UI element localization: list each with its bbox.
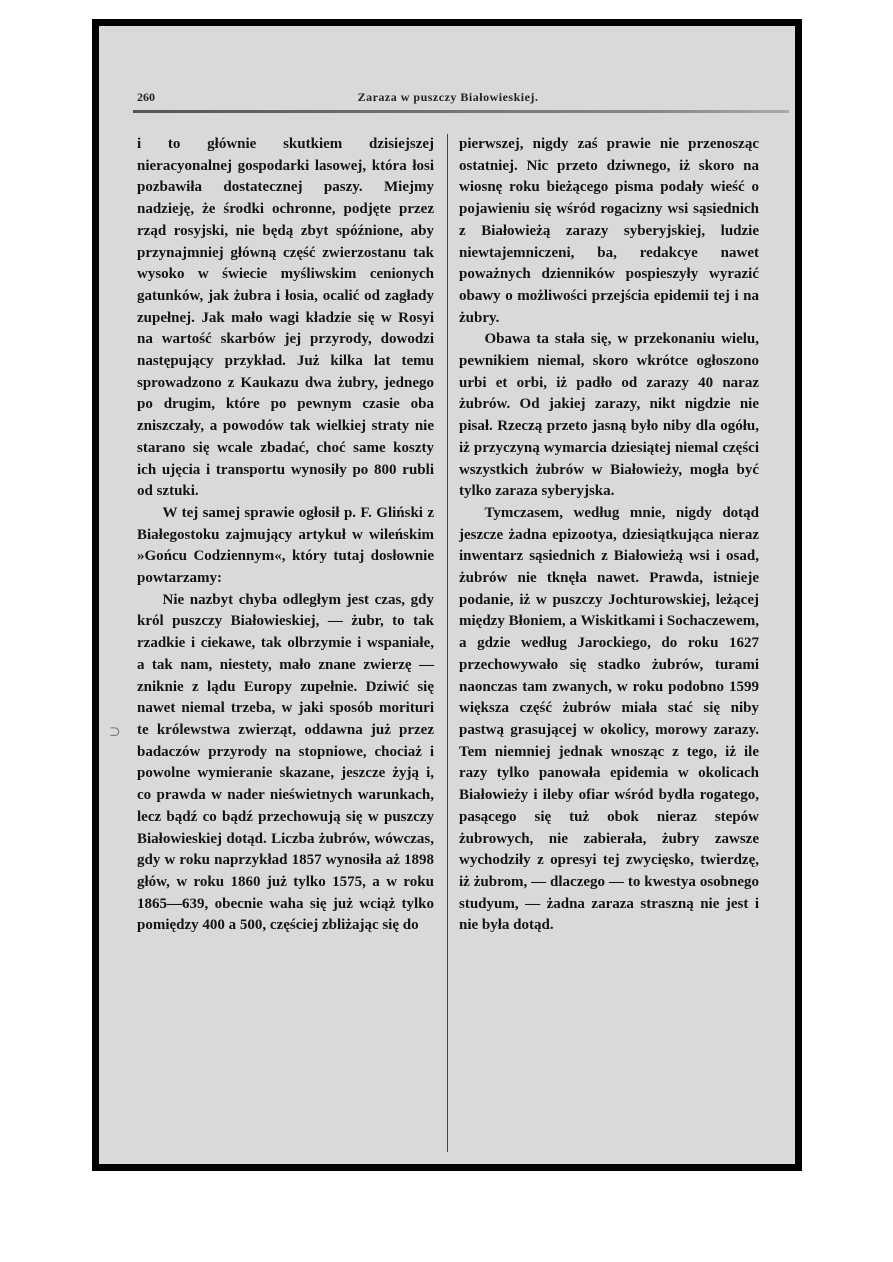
scan-frame	[92, 19, 802, 1171]
paragraph: W tej samej sprawie ogłosił p. F. Gliński z Białegostoku zajmujący artykuł w wileńskim »Gońcu Codziennym«, który tutaj dosłownie powtarzamy:	[137, 504, 434, 587]
page-header	[137, 86, 759, 108]
paragraph: pierwszej, nigdy zaś prawie nie przenosząc ostatniej. Nic przeto dziwnego, iż skoro na wiosnę roku bieżącego pisma podały wieść o pojawieniu się wśród rogacizny wsi sąsiednich z Białowieżą zarazy syberyjskiej, ludzie niewtajemniczeni, ba, redakcye nawet poważnych dzienników pospieszyły wyrazić obawy o możliwości przejścia epidemii tej i na żubry.	[459, 136, 759, 326]
page-number: 260	[137, 90, 155, 104]
margin-mark: ⊃	[109, 725, 121, 740]
paragraph: i to głównie skutkiem dzisiejszej nieracyonalnej gospodarki lasowej, która łosi pozbawiła dostatecznej paszy. Miejmy nadzieję, że środki ochronne, podjęte przez rząd rosyjski, nie będą zbyt spóźnione, aby przynajmniej główną część zwierzostanu tak wysoko w świecie myśliwskim cenionych gatunków, jak żubra i łosia, ocalić od zagłady zupełnej. Jak mało wagi kładzie się w Rosyi na wartość skarbów jej przyrody, dowodzi następujący przykład. Już kilka lat temu sprowadzono z Kaukazu dwa żubry, jednego po drugim, które po pewnym czasie oba zniszczały, a powodów tak wielkiej straty nie starano się wcale zbadać, choć same koszty ich ujęcia i transportu wynosiły po 800 rubli od sztuki.	[137, 136, 434, 500]
paragraph: Nie nazbyt chyba odległym jest czas, gdy król puszczy Białowieskiej, — żubr, to tak rzadkie i ciekawe, tak olbrzymie i wspaniałe, a tak nam, niestety, mało znane zwierzę — zniknie z lądu Europy zupełnie. Dziwić się nawet niemal trzeba, w jaki sposób morituri te królewstwa zwierząt, oddawna już przez badaczów przyrody na stopniowe, chociaż i powolne wymieranie skazane, jeszcze żyją i, co prawda w nader nieświetnych warunkach, lecz bądź co bądź przechowują się w puszczy Białowieskiej dotąd. Liczba żubrów, wówczas, gdy w roku naprzykład 1857 wynosiła aż 1898 głów, w roku 1860 już tylko 1575, a w roku 1865—639, obecnie waha się już wciąż tylko pomiędzy 400 a 500, częściej zbliżając się do	[137, 591, 434, 934]
paragraph: Tymczasem, według mnie, nigdy dotąd jeszcze żadna epizootya, dziesiątkująca nieraz inwentarz sąsiednich z Białowieżą wsi i osad, żubrów nie tknęła nawet. Prawda, istnieje podanie, iż w puszczy Jochturowskiej, leżącej między Błoniem, a Wiskitkami i Sochaczewem, a gdzie według Jarockiego, do roku 1627 przechowywało się stadko żubrów, turami naonczas tam zwanych, w roku podobno 1599 większa część żubrów miała stać się niby pastwą grasującej w okolicy, morowy zarazy. Tem niemniej jednak wnosząc z tego, iż ile razy tylko panowała epidemia w okolicach Białowieży i ileby ofiar wśród bydła rogatego, pasącego się tuż obok nieraz stepów żubrowych, nie zabierała, żubry zawsze wychodziły z opresyi tej zwycięsko, twierdzę, iż żubrom, — dlaczego — to kwestya osobnego studyum, — żadna zaraza straszną nie jest i nie była dotąd.	[459, 504, 759, 934]
column-divider	[447, 134, 448, 1152]
running-title: Zaraza w puszczy Białowieskiej.	[357, 90, 539, 104]
paragraph: Obawa ta stała się, w przekonaniu wielu, pewnikiem niemal, skoro wkrótce ogłoszono urbi et orbi, iż padło od zarazy 40 naraz żubrów. Od jakiej zarazy, nikt nigdzie nie pisał. Rzeczą przeto jasną było niby dla ogółu, iż przyczyną wymarcia dziesiątej niemal części wszystkich żubrów w Białowieży, mogła być tylko zaraza syberyjska.	[459, 331, 759, 500]
left-column	[137, 134, 434, 937]
header-rule	[133, 110, 789, 113]
right-column	[459, 134, 759, 937]
book-page	[99, 26, 795, 1164]
